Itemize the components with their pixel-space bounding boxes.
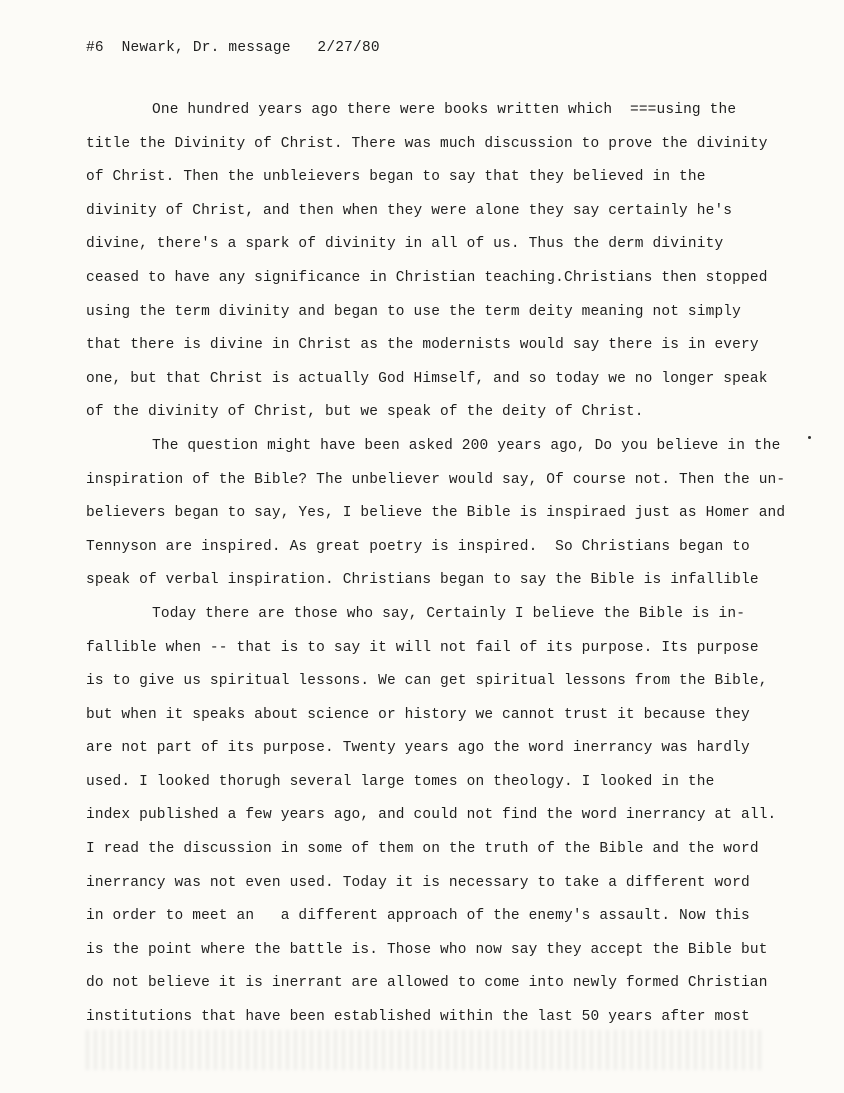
text-line: but when it speaks about science or history we cannot trust it because they [86,706,750,723]
text-line: believers began to say, Yes, I believe the Bible is inspiraed just as Homer and [86,505,786,522]
text-line: that there is divine in Christ as the modernists would say there is in every [86,337,759,354]
text-line: in order to meet an a different approach of the enemy's assault. Now this [86,908,750,925]
text-line: Today there are those who say, Certainly I believe the Bible is in- [152,605,746,622]
text-line: is to give us spiritual lessons. We can get spiritual lessons from the Bible, [86,673,768,690]
text-line: one, but that Christ is actually God Himself, and so today we no longer speak [86,370,768,387]
text-line: do not believe it is inerrant are allowed to come into newly formed Christian [86,975,768,992]
text-line: of the divinity of Christ, but we speak of the deity of Christ. [86,404,644,421]
text-line: of Christ. Then the unbleievers began to say that they believed in the [86,169,706,186]
document-body [86,94,786,1035]
text-line: divine, there's a spark of divinity in all of us. Thus the derm divinity [86,236,724,253]
text-line: are not part of its purpose. Twenty years ago the word inerrancy was hardly [86,740,750,757]
text-line: I read the discussion in some of them on the truth of the Bible and the word [86,841,759,858]
text-line: used. I looked thorugh several large tomes on theology. I looked in the [86,773,715,790]
text-line: inerrancy was not even used. Today it is necessary to take a different word [86,874,750,891]
text-line: divinity of Christ, and then when they were alone they say certainly he's [86,202,733,219]
text-line: institutions that have been established within the last 50 years after most [86,1009,750,1026]
text-line: index published a few years ago, and could not find the word inerrancy at all. [86,807,777,824]
bleed-through-texture [86,1030,766,1070]
text-line: ceased to have any significance in Christian teaching.Christians then stopped [86,269,768,286]
text-line: speak of verbal inspiration. Christians began to say the Bible is infallible [86,572,759,589]
document-header: #6 Newark, Dr. message 2/27/80 [86,40,380,56]
text-line: fallible when -- that is to say it will not fail of its purpose. Its purpose [86,639,759,656]
text-line: The question might have been asked 200 years ago, Do you believe in the [152,437,781,454]
text-line: is the point where the battle is. Those who now say they accept the Bible but [86,941,768,958]
text-line: One hundred years ago there were books written which ===using the [152,102,737,118]
text-line: title the Divinity of Christ. There was much discussion to prove the divinity [86,135,768,152]
text-line: Tennyson are inspired. As great poetry is inspired. So Christians began to [86,538,750,555]
paper-speck [808,436,811,439]
text-line: using the term divinity and began to use the term deity meaning not simply [86,303,742,320]
text-line: inspiration of the Bible? The unbeliever would say, Of course not. Then the un- [86,471,786,488]
